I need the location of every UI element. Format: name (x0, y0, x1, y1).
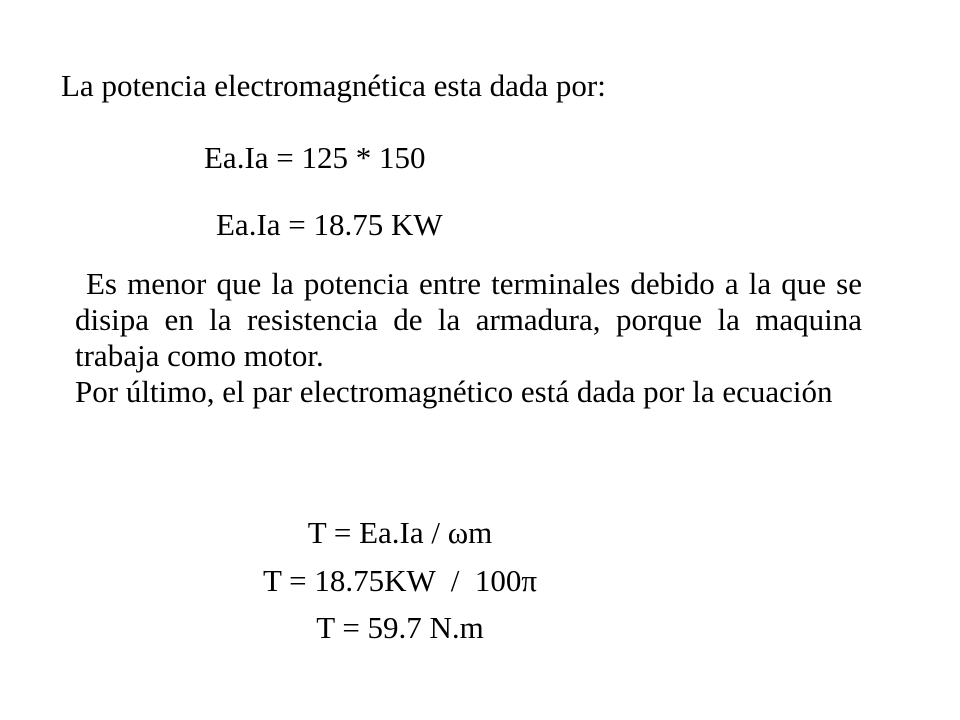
torque-result: T = 59.7 N.m (316, 610, 484, 645)
torque-intro-sentence: Por último, el par electromagnético está dada por la ecuación (75, 374, 833, 409)
torque-substitution: T = 18.75KW / 100π (263, 563, 537, 598)
explanation-paragraph (75, 266, 862, 410)
heading-text: La potencia electromagnética esta dada por: (61, 68, 606, 103)
explanation-sentence: Es menor que la potencia entre terminales debido a la que se disipa en la resistencia de la armadura, porque la maquina trabaja como motor. (75, 266, 862, 373)
equation-power-product: Ea.Ia = 125 * 150 (204, 140, 426, 175)
equation-power-result: Ea.Ia = 18.75 KW (216, 207, 443, 242)
torque-formula: T = Ea.Ia / ωm (307, 515, 493, 550)
